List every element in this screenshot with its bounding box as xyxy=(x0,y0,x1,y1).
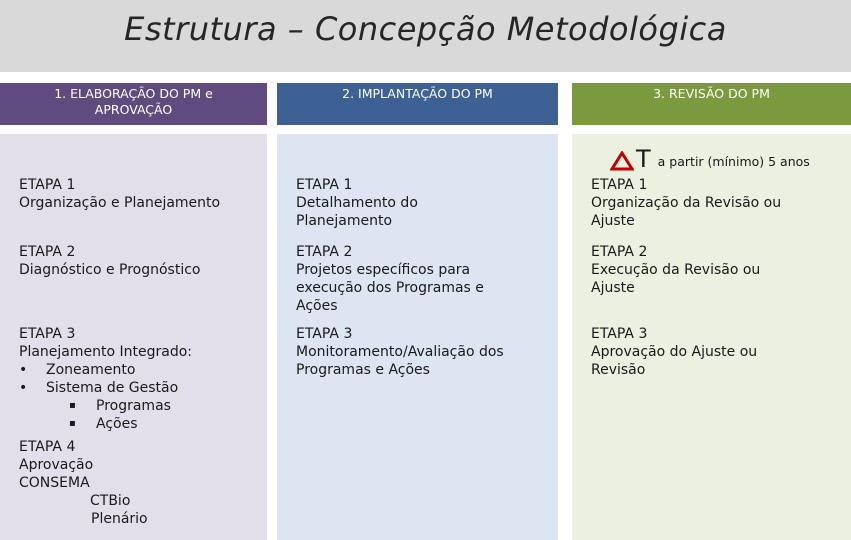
col2-etapa2 xyxy=(296,243,484,315)
bullet-item xyxy=(19,379,192,397)
col1-etapa3 xyxy=(19,325,192,433)
col2-etapa3 xyxy=(296,325,504,379)
etapa-text: Programas e Ações xyxy=(296,362,430,378)
etapa-text: execução dos Programas e xyxy=(296,280,484,296)
header-elaboracao-line1: 1. ELABORAÇÃO DO PM e xyxy=(54,86,213,101)
bullet-item xyxy=(19,361,192,379)
page-title: Estrutura – Concepção Metodológica xyxy=(124,10,727,48)
sub-bullet-item xyxy=(19,415,192,433)
header-elaboracao-line2: APROVAÇÃO xyxy=(94,102,173,117)
revision-interval-note xyxy=(610,145,810,171)
col2-etapa1 xyxy=(296,176,418,230)
etapa-text: Plenário xyxy=(91,511,148,527)
col3-etapa2 xyxy=(591,243,760,297)
triangle-warning-icon xyxy=(610,151,634,171)
etapa-text: Monitoramento/Avaliação dos xyxy=(296,344,504,360)
etapa-title: ETAPA 2 xyxy=(591,244,648,260)
revision-interval-text: a partir (mínimo) 5 anos xyxy=(657,154,810,169)
etapa-text: Organização da Revisão ou xyxy=(591,195,782,211)
etapa-title: ETAPA 3 xyxy=(591,326,648,342)
etapa-text: Planejamento Integrado: xyxy=(19,344,192,360)
col1-etapa1 xyxy=(19,176,220,212)
col1-etapa4 xyxy=(19,438,148,528)
etapa-text: Aprovação do Ajuste ou xyxy=(591,344,758,360)
etapa-title: ETAPA 1 xyxy=(296,177,353,193)
etapa-text: CTBio xyxy=(90,493,131,509)
bullet-marker: • xyxy=(19,362,28,378)
etapa-text: Organização e Planejamento xyxy=(19,195,221,211)
etapa-text: Aprovação xyxy=(19,457,94,473)
etapa-title: ETAPA 2 xyxy=(19,244,76,260)
header-implantacao-label: 2. IMPLANTAÇÃO DO PM xyxy=(342,86,493,101)
col3-etapa1 xyxy=(591,176,781,230)
bullet-text: Zoneamento xyxy=(46,362,136,378)
col1-etapa2 xyxy=(19,243,201,279)
etapa-title: ETAPA 3 xyxy=(296,326,353,342)
etapa-text: Projetos específicos para xyxy=(296,262,471,278)
etapa-text: CONSEMA xyxy=(19,475,90,491)
header-revisao-label: 3. REVISÃO DO PM xyxy=(653,86,770,101)
col3-etapa3 xyxy=(591,325,757,379)
etapa-title: ETAPA 1 xyxy=(19,177,76,193)
delta-symbol: T xyxy=(636,145,651,173)
sub-bullet-text: Ações xyxy=(96,416,138,432)
etapa-title: ETAPA 4 xyxy=(19,439,76,455)
bullet-marker: • xyxy=(19,380,28,396)
etapa-text: Ajuste xyxy=(591,213,635,229)
sub-bullet-marker: ▪ xyxy=(69,400,76,411)
etapa-text: Ações xyxy=(296,298,338,314)
etapa-text: Planejamento xyxy=(296,213,393,229)
sub-bullet-item xyxy=(19,397,192,415)
etapa-text: Detalhamento do xyxy=(296,195,418,211)
etapa-text: Execução da Revisão ou xyxy=(591,262,761,278)
etapa-text: Diagnóstico e Prognóstico xyxy=(19,262,201,278)
header-implantacao xyxy=(277,83,558,125)
etapa-title: ETAPA 1 xyxy=(591,177,648,193)
etapa-title: ETAPA 2 xyxy=(296,244,353,260)
bullet-text: Sistema de Gestão xyxy=(46,380,179,396)
header-elaboracao xyxy=(0,83,267,125)
header-revisao xyxy=(572,83,851,125)
etapa-title: ETAPA 3 xyxy=(19,326,76,342)
sub-bullet-marker: ▪ xyxy=(69,418,76,429)
etapa-text: Ajuste xyxy=(591,280,635,296)
etapa-text: Revisão xyxy=(591,362,646,378)
sub-bullet-text: Programas xyxy=(96,398,171,414)
